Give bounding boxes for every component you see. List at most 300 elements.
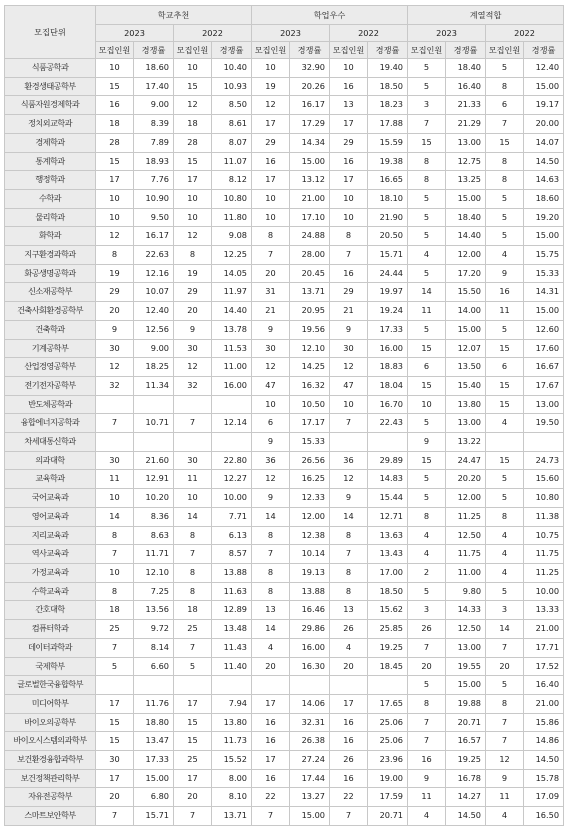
table-row bbox=[5, 189, 564, 208]
unit-name-cell: 차세대통신학과 bbox=[5, 433, 96, 452]
enrollment-cell: 14 bbox=[252, 620, 290, 639]
enrollment-cell: 21 bbox=[252, 302, 290, 321]
table-row bbox=[5, 302, 564, 321]
competition-rate-cell: 26.38 bbox=[290, 732, 330, 751]
enrollment-cell: 7 bbox=[330, 246, 368, 265]
competition-rate-cell: 9.00 bbox=[134, 339, 174, 358]
competition-rate-cell: 13.80 bbox=[212, 713, 252, 732]
enrollment-cell: 5 bbox=[486, 208, 524, 227]
unit-name-cell: 건축사회환경공학부 bbox=[5, 302, 96, 321]
enrollment-cell bbox=[96, 676, 134, 695]
enrollment-cell: 26 bbox=[408, 620, 446, 639]
table-row bbox=[5, 358, 564, 377]
competition-rate-cell: 8.12 bbox=[212, 171, 252, 190]
enrollment-cell: 30 bbox=[330, 339, 368, 358]
enrollment-cell: 8 bbox=[96, 246, 134, 265]
enrollment-cell: 11 bbox=[408, 302, 446, 321]
competition-rate-cell: 8.57 bbox=[212, 545, 252, 564]
competition-rate-cell: 9.80 bbox=[446, 582, 486, 601]
enrollment-cell: 15 bbox=[174, 732, 212, 751]
enrollment-cell: 5 bbox=[486, 59, 524, 78]
enrollment-cell: 4 bbox=[252, 638, 290, 657]
competition-rate-cell: 19.50 bbox=[524, 414, 564, 433]
competition-rate-cell: 12.00 bbox=[446, 246, 486, 265]
enrollment-cell: 30 bbox=[96, 751, 134, 770]
competition-rate-cell: 6.60 bbox=[134, 657, 174, 676]
enrollment-cell: 10 bbox=[96, 189, 134, 208]
enrollment-cell: 13 bbox=[330, 96, 368, 115]
enrollment-cell: 14 bbox=[96, 507, 134, 526]
competition-rate-cell: 14.83 bbox=[368, 470, 408, 489]
unit-name-cell: 의과대학 bbox=[5, 451, 96, 470]
table-row bbox=[5, 788, 564, 807]
competition-rate-cell: 8.63 bbox=[134, 526, 174, 545]
enrollment-cell: 12 bbox=[486, 751, 524, 770]
competition-rate-cell bbox=[212, 395, 252, 414]
competition-rate-cell: 14.07 bbox=[524, 133, 564, 152]
enrollment-cell bbox=[330, 433, 368, 452]
competition-rate-cell: 10.00 bbox=[212, 489, 252, 508]
enrollment-cell: 7 bbox=[486, 713, 524, 732]
competition-rate-cell: 17.20 bbox=[446, 264, 486, 283]
enrollment-cell: 10 bbox=[174, 489, 212, 508]
competition-rate-cell: 26.56 bbox=[290, 451, 330, 470]
competition-rate-cell: 20.95 bbox=[290, 302, 330, 321]
enrollment-cell: 7 bbox=[330, 414, 368, 433]
competition-rate-cell: 10.50 bbox=[290, 395, 330, 414]
enrollment-cell: 12 bbox=[330, 470, 368, 489]
competition-rate-cell: 12.07 bbox=[446, 339, 486, 358]
enrollment-cell: 13 bbox=[252, 601, 290, 620]
table-row bbox=[5, 227, 564, 246]
enrollment-cell: 20 bbox=[486, 657, 524, 676]
competition-rate-cell: 15.50 bbox=[446, 283, 486, 302]
competition-rate-cell: 15.52 bbox=[212, 751, 252, 770]
enrollment-cell: 29 bbox=[174, 283, 212, 302]
enrollment-cell: 8 bbox=[330, 227, 368, 246]
competition-rate-cell: 17.71 bbox=[524, 638, 564, 657]
enrollment-cell: 21 bbox=[330, 302, 368, 321]
enrollment-cell: 29 bbox=[252, 133, 290, 152]
unit-name-cell: 자유전공학부 bbox=[5, 788, 96, 807]
competition-rate-cell: 6.13 bbox=[212, 526, 252, 545]
enrollment-cell: 30 bbox=[252, 339, 290, 358]
competition-rate-cell: 13.33 bbox=[524, 601, 564, 620]
enrollment-cell: 9 bbox=[330, 489, 368, 508]
competition-rate-cell bbox=[368, 676, 408, 695]
table-row bbox=[5, 657, 564, 676]
enrollment-cell: 15 bbox=[408, 451, 446, 470]
competition-rate-cell: 14.31 bbox=[524, 283, 564, 302]
unit-name-cell: 수학과 bbox=[5, 189, 96, 208]
admission-competition-table bbox=[4, 5, 564, 826]
competition-rate-cell: 14.86 bbox=[524, 732, 564, 751]
unit-name-cell: 반도체공학과 bbox=[5, 395, 96, 414]
enrollment-cell: 14 bbox=[252, 507, 290, 526]
competition-rate-header: 경쟁률 bbox=[368, 42, 408, 59]
competition-rate-cell: 11.25 bbox=[524, 563, 564, 582]
competition-rate-cell: 15.00 bbox=[290, 807, 330, 826]
unit-name-cell: 경제학과 bbox=[5, 133, 96, 152]
enrollment-cell: 9 bbox=[408, 433, 446, 452]
competition-rate-cell: 19.17 bbox=[524, 96, 564, 115]
enrollment-cell: 14 bbox=[408, 283, 446, 302]
competition-rate-cell: 17.33 bbox=[368, 320, 408, 339]
enrollment-cell: 8 bbox=[408, 694, 446, 713]
competition-rate-cell: 13.88 bbox=[212, 563, 252, 582]
enrollment-cell: 12 bbox=[252, 358, 290, 377]
competition-rate-cell: 8.39 bbox=[134, 115, 174, 134]
enrollment-cell: 15 bbox=[408, 376, 446, 395]
enrollment-cell: 17 bbox=[174, 769, 212, 788]
competition-rate-cell: 14.06 bbox=[290, 694, 330, 713]
competition-rate-cell: 8.07 bbox=[212, 133, 252, 152]
enrollment-cell: 8 bbox=[252, 227, 290, 246]
enrollment-cell bbox=[174, 676, 212, 695]
enrollment-cell: 15 bbox=[96, 152, 134, 171]
enrollment-cell: 30 bbox=[174, 451, 212, 470]
enrollment-cell: 5 bbox=[486, 320, 524, 339]
unit-name-cell: 컴퓨터학과 bbox=[5, 620, 96, 639]
competition-rate-cell: 8.10 bbox=[212, 788, 252, 807]
competition-rate-cell: 8.36 bbox=[134, 507, 174, 526]
competition-rate-cell: 16.40 bbox=[446, 77, 486, 96]
unit-name-cell: 식품공학과 bbox=[5, 59, 96, 78]
unit-name-cell: 글로벌한국융합학부 bbox=[5, 676, 96, 695]
competition-rate-cell: 28.00 bbox=[290, 246, 330, 265]
competition-rate-cell: 11.71 bbox=[134, 545, 174, 564]
enrollment-cell: 29 bbox=[330, 283, 368, 302]
competition-rate-cell: 19.25 bbox=[368, 638, 408, 657]
competition-rate-cell: 18.50 bbox=[368, 77, 408, 96]
enrollment-cell: 10 bbox=[252, 189, 290, 208]
enrollment-header: 모집인원 bbox=[486, 42, 524, 59]
enrollment-cell: 15 bbox=[408, 133, 446, 152]
unit-name-cell: 영어교육과 bbox=[5, 507, 96, 526]
table-header bbox=[5, 6, 564, 59]
table-row bbox=[5, 77, 564, 96]
competition-rate-cell: 15.71 bbox=[134, 807, 174, 826]
enrollment-cell: 7 bbox=[486, 638, 524, 657]
enrollment-cell: 7 bbox=[252, 545, 290, 564]
enrollment-cell: 29 bbox=[330, 133, 368, 152]
unit-name-cell: 바이오의공학부 bbox=[5, 713, 96, 732]
competition-rate-cell: 13.00 bbox=[446, 133, 486, 152]
competition-rate-cell: 12.10 bbox=[134, 563, 174, 582]
enrollment-cell: 16 bbox=[408, 751, 446, 770]
competition-rate-cell: 18.60 bbox=[134, 59, 174, 78]
enrollment-cell: 8 bbox=[408, 507, 446, 526]
table-row bbox=[5, 545, 564, 564]
table-row bbox=[5, 115, 564, 134]
table-row bbox=[5, 96, 564, 115]
enrollment-cell: 16 bbox=[252, 732, 290, 751]
unit-name-cell: 간호대학 bbox=[5, 601, 96, 620]
competition-rate-cell: 19.55 bbox=[446, 657, 486, 676]
competition-rate-cell: 18.10 bbox=[368, 189, 408, 208]
enrollment-cell bbox=[174, 395, 212, 414]
competition-rate-cell: 17.09 bbox=[524, 788, 564, 807]
enrollment-cell: 12 bbox=[174, 227, 212, 246]
competition-rate-cell: 12.91 bbox=[134, 470, 174, 489]
enrollment-cell: 5 bbox=[408, 470, 446, 489]
competition-rate-cell: 19.56 bbox=[290, 320, 330, 339]
competition-rate-cell: 7.25 bbox=[134, 582, 174, 601]
enrollment-cell: 17 bbox=[252, 694, 290, 713]
enrollment-cell: 4 bbox=[408, 526, 446, 545]
enrollment-cell: 36 bbox=[330, 451, 368, 470]
unit-name-cell: 산업경영공학부 bbox=[5, 358, 96, 377]
competition-rate-cell: 17.52 bbox=[524, 657, 564, 676]
enrollment-cell: 17 bbox=[174, 694, 212, 713]
competition-rate-cell: 25.85 bbox=[368, 620, 408, 639]
table-row bbox=[5, 59, 564, 78]
enrollment-cell: 25 bbox=[174, 620, 212, 639]
competition-rate-cell: 15.59 bbox=[368, 133, 408, 152]
competition-rate-cell: 29.86 bbox=[290, 620, 330, 639]
enrollment-cell: 20 bbox=[174, 302, 212, 321]
competition-rate-cell: 10.71 bbox=[134, 414, 174, 433]
enrollment-header: 모집인원 bbox=[174, 42, 212, 59]
enrollment-cell: 20 bbox=[408, 657, 446, 676]
competition-rate-cell: 17.40 bbox=[134, 77, 174, 96]
enrollment-cell: 7 bbox=[252, 807, 290, 826]
competition-rate-cell: 18.40 bbox=[446, 208, 486, 227]
competition-rate-cell: 27.24 bbox=[290, 751, 330, 770]
competition-rate-cell: 12.89 bbox=[212, 601, 252, 620]
table-row bbox=[5, 507, 564, 526]
enrollment-cell: 10 bbox=[174, 59, 212, 78]
enrollment-cell: 29 bbox=[96, 283, 134, 302]
enrollment-cell: 11 bbox=[96, 470, 134, 489]
competition-rate-cell: 25.06 bbox=[368, 732, 408, 751]
competition-rate-cell: 13.80 bbox=[446, 395, 486, 414]
enrollment-cell: 15 bbox=[486, 339, 524, 358]
competition-rate-cell: 13.00 bbox=[524, 395, 564, 414]
competition-rate-cell: 15.00 bbox=[134, 769, 174, 788]
unit-name-cell: 정치외교학과 bbox=[5, 115, 96, 134]
competition-rate-cell: 12.00 bbox=[290, 507, 330, 526]
competition-rate-cell: 13.50 bbox=[446, 358, 486, 377]
enrollment-cell: 12 bbox=[96, 358, 134, 377]
enrollment-cell: 7 bbox=[174, 638, 212, 657]
competition-rate-cell: 32.31 bbox=[290, 713, 330, 732]
competition-rate-cell: 18.25 bbox=[134, 358, 174, 377]
enrollment-cell: 10 bbox=[96, 489, 134, 508]
enrollment-cell: 5 bbox=[174, 657, 212, 676]
competition-rate-cell: 15.00 bbox=[524, 77, 564, 96]
competition-rate-cell: 7.94 bbox=[212, 694, 252, 713]
unit-name-cell: 스마트보안학부 bbox=[5, 807, 96, 826]
enrollment-cell: 7 bbox=[408, 115, 446, 134]
competition-rate-cell: 22.63 bbox=[134, 246, 174, 265]
enrollment-cell: 7 bbox=[96, 807, 134, 826]
enrollment-cell: 9 bbox=[96, 320, 134, 339]
competition-rate-cell bbox=[134, 395, 174, 414]
competition-rate-cell: 12.25 bbox=[212, 246, 252, 265]
enrollment-cell: 22 bbox=[330, 788, 368, 807]
competition-rate-cell: 24.47 bbox=[446, 451, 486, 470]
enrollment-cell: 10 bbox=[96, 563, 134, 582]
competition-rate-cell: 20.45 bbox=[290, 264, 330, 283]
competition-rate-cell: 12.40 bbox=[134, 302, 174, 321]
enrollment-cell: 5 bbox=[408, 582, 446, 601]
competition-rate-cell: 8.14 bbox=[134, 638, 174, 657]
enrollment-cell: 15 bbox=[486, 133, 524, 152]
enrollment-cell: 5 bbox=[408, 320, 446, 339]
enrollment-cell: 10 bbox=[96, 59, 134, 78]
competition-rate-cell: 14.00 bbox=[446, 302, 486, 321]
enrollment-cell: 30 bbox=[96, 451, 134, 470]
enrollment-cell: 10 bbox=[330, 208, 368, 227]
competition-rate-cell: 13.43 bbox=[368, 545, 408, 564]
competition-rate-cell: 18.50 bbox=[368, 582, 408, 601]
enrollment-cell bbox=[252, 676, 290, 695]
enrollment-cell: 17 bbox=[252, 171, 290, 190]
competition-rate-cell: 21.29 bbox=[446, 115, 486, 134]
table-row bbox=[5, 152, 564, 171]
competition-rate-cell: 14.50 bbox=[524, 152, 564, 171]
enrollment-header: 모집인원 bbox=[408, 42, 446, 59]
competition-rate-cell: 15.78 bbox=[524, 769, 564, 788]
unit-name-cell: 바이오시스템의과학부 bbox=[5, 732, 96, 751]
enrollment-cell: 19 bbox=[252, 77, 290, 96]
competition-rate-cell: 18.93 bbox=[134, 152, 174, 171]
enrollment-cell: 8 bbox=[408, 152, 446, 171]
enrollment-cell: 47 bbox=[252, 376, 290, 395]
competition-rate-cell: 14.33 bbox=[446, 601, 486, 620]
enrollment-cell: 8 bbox=[174, 246, 212, 265]
enrollment-header: 모집인원 bbox=[96, 42, 134, 59]
enrollment-cell: 8 bbox=[486, 694, 524, 713]
enrollment-cell: 8 bbox=[486, 507, 524, 526]
competition-rate-cell: 15.00 bbox=[290, 152, 330, 171]
competition-rate-cell: 19.88 bbox=[446, 694, 486, 713]
unit-name-cell: 화학과 bbox=[5, 227, 96, 246]
competition-rate-cell: 10.20 bbox=[134, 489, 174, 508]
enrollment-cell bbox=[174, 433, 212, 452]
competition-rate-cell: 11.07 bbox=[212, 152, 252, 171]
table-row bbox=[5, 807, 564, 826]
unit-name-cell: 신소재공학부 bbox=[5, 283, 96, 302]
table-row bbox=[5, 526, 564, 545]
unit-name-cell: 가정교육과 bbox=[5, 563, 96, 582]
table-row bbox=[5, 246, 564, 265]
enrollment-cell: 5 bbox=[408, 264, 446, 283]
competition-rate-cell: 12.10 bbox=[290, 339, 330, 358]
enrollment-cell: 7 bbox=[96, 545, 134, 564]
table-row bbox=[5, 414, 564, 433]
enrollment-cell: 4 bbox=[330, 638, 368, 657]
competition-rate-cell: 11.00 bbox=[446, 563, 486, 582]
table-row bbox=[5, 433, 564, 452]
enrollment-cell: 10 bbox=[174, 189, 212, 208]
year-header: 2023 bbox=[96, 25, 174, 42]
enrollment-cell: 10 bbox=[174, 208, 212, 227]
enrollment-cell: 20 bbox=[96, 788, 134, 807]
enrollment-cell: 7 bbox=[96, 414, 134, 433]
competition-rate-cell: 21.33 bbox=[446, 96, 486, 115]
competition-rate-cell: 16.00 bbox=[212, 376, 252, 395]
enrollment-cell: 16 bbox=[330, 264, 368, 283]
enrollment-cell: 20 bbox=[252, 657, 290, 676]
enrollment-cell: 15 bbox=[486, 376, 524, 395]
competition-rate-cell: 13.56 bbox=[134, 601, 174, 620]
enrollment-cell: 4 bbox=[486, 414, 524, 433]
competition-rate-cell: 11.53 bbox=[212, 339, 252, 358]
table-row bbox=[5, 133, 564, 152]
competition-rate-cell: 21.00 bbox=[524, 620, 564, 639]
enrollment-cell: 8 bbox=[252, 563, 290, 582]
competition-rate-cell bbox=[290, 676, 330, 695]
enrollment-cell: 9 bbox=[252, 433, 290, 452]
competition-rate-cell: 24.88 bbox=[290, 227, 330, 246]
competition-rate-cell: 16.17 bbox=[134, 227, 174, 246]
enrollment-cell: 11 bbox=[408, 788, 446, 807]
competition-rate-cell: 13.00 bbox=[446, 414, 486, 433]
enrollment-cell: 7 bbox=[174, 414, 212, 433]
competition-rate-cell: 15.00 bbox=[446, 189, 486, 208]
enrollment-cell bbox=[96, 433, 134, 452]
enrollment-cell: 7 bbox=[252, 246, 290, 265]
competition-rate-cell: 11.80 bbox=[212, 208, 252, 227]
competition-rate-cell: 12.14 bbox=[212, 414, 252, 433]
enrollment-cell: 15 bbox=[408, 339, 446, 358]
competition-rate-cell: 12.50 bbox=[446, 526, 486, 545]
unit-name-cell: 환경생태공학부 bbox=[5, 77, 96, 96]
enrollment-cell: 16 bbox=[330, 152, 368, 171]
enrollment-cell: 7 bbox=[330, 807, 368, 826]
year-header: 2022 bbox=[330, 25, 408, 42]
competition-rate-cell: 14.50 bbox=[446, 807, 486, 826]
competition-rate-cell: 17.65 bbox=[368, 694, 408, 713]
table-row bbox=[5, 751, 564, 770]
enrollment-cell: 4 bbox=[408, 246, 446, 265]
competition-rate-cell: 13.22 bbox=[446, 433, 486, 452]
enrollment-cell: 8 bbox=[96, 526, 134, 545]
enrollment-cell: 7 bbox=[96, 638, 134, 657]
enrollment-cell: 10 bbox=[252, 395, 290, 414]
table-row bbox=[5, 638, 564, 657]
table-row bbox=[5, 732, 564, 751]
enrollment-cell: 20 bbox=[96, 302, 134, 321]
unit-name-cell: 역사교육과 bbox=[5, 545, 96, 564]
enrollment-cell: 16 bbox=[330, 713, 368, 732]
enrollment-cell: 9 bbox=[408, 769, 446, 788]
enrollment-cell: 20 bbox=[330, 657, 368, 676]
enrollment-cell: 8 bbox=[252, 582, 290, 601]
competition-rate-cell: 19.25 bbox=[446, 751, 486, 770]
enrollment-cell: 4 bbox=[486, 563, 524, 582]
competition-rate-cell: 10.40 bbox=[212, 59, 252, 78]
competition-rate-cell: 15.60 bbox=[524, 470, 564, 489]
enrollment-cell: 20 bbox=[252, 264, 290, 283]
competition-rate-cell: 20.26 bbox=[290, 77, 330, 96]
enrollment-cell: 16 bbox=[252, 152, 290, 171]
competition-rate-header: 경쟁률 bbox=[290, 42, 330, 59]
enrollment-cell: 9 bbox=[486, 769, 524, 788]
competition-rate-cell: 24.44 bbox=[368, 264, 408, 283]
unit-name-cell: 국어교육과 bbox=[5, 489, 96, 508]
enrollment-cell: 15 bbox=[486, 451, 524, 470]
competition-rate-cell: 16.17 bbox=[290, 96, 330, 115]
enrollment-cell: 8 bbox=[486, 152, 524, 171]
competition-rate-cell: 16.78 bbox=[446, 769, 486, 788]
enrollment-cell: 14 bbox=[330, 507, 368, 526]
competition-rate-cell: 10.80 bbox=[524, 489, 564, 508]
enrollment-cell: 16 bbox=[330, 732, 368, 751]
competition-rate-cell: 19.13 bbox=[290, 563, 330, 582]
